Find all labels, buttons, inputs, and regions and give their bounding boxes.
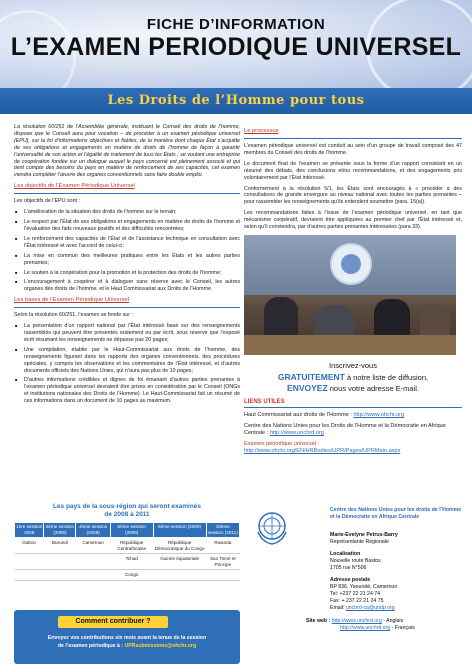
contribute-title: Comment contribuer ? (58, 616, 168, 628)
table-header-row (15, 523, 240, 538)
left-column (14, 124, 240, 408)
divider (14, 307, 240, 308)
divider (244, 138, 462, 139)
objectifs-lead: Les objectifs de l’EPU sont : (14, 198, 80, 205)
table-header: 2ème session (2008) (44, 523, 76, 538)
page-title: L’EXAMEN PERIODIQUE UNIVERSEL (10, 33, 462, 61)
processus-paragraph: Le document final de l’examen se présente sous la forme d’un rapport consistant en un résumé des débats, des conclusions et/ou recommandations, et des engagements pris volontairement par l’État intéressé. (244, 160, 462, 181)
table-cell: République Centrafricaine (110, 538, 153, 554)
table-row (15, 570, 240, 581)
contribute-text: Envoyez vos contributions six mois avant la tenue de la session de l’examen périodique à : UPRsubmissions@ohchr.org (47, 635, 207, 649)
website-link[interactable]: http://www.unchrd.org (331, 618, 382, 624)
list-item: ■ Le renforcement des capacités de l’État et de l’assistance technique en consultation avec l’État intéressé et avec l’accord de celui-ci; (24, 236, 240, 250)
table-cell: Congo (110, 570, 153, 581)
list-item: ■ La présentation d’un rapport national par l’État intéressé basé sur des renseignements rassemblés qui peuvent être présentés oralement ou par écrit, sous réserve que l’exposé écrit résumant les renseignements ne dépasse pas 20 pages; (24, 323, 240, 344)
contact-location-title: Localisation (330, 551, 361, 557)
sessions-table (14, 522, 240, 581)
table-row (15, 538, 240, 554)
table-cell (44, 570, 76, 581)
table-cell: Cameroun (76, 538, 111, 554)
contact-location-line: Nouvelle route Bastos (330, 558, 381, 564)
section-title-processus: Le processus (244, 128, 279, 134)
intro-paragraph: La résolution 60/251 de l’Assemblée générale, instituant le Conseil des droits de l’homme, dispose que le Conseil aura pour vocation – de procéder à un examen périodique universel (EPU), sur la foi d’informations objectives et fiables, de la manière dont chaque État s’acquitte de ses obligations et engagements en matière de droits de l’homme de façon à garantir l’universalité de son action et l’égalité de traitement de tous les États ; se voulant une entreprise de coopération fondée sur un dialogue auquel le pays concerné est pleinement associé et qui tient compte des besoins du pays en matière de renforcement de ses capacités, cet examen viendra compléter l’œuvre des organes conventionnels sans faire double emploi. (14, 124, 240, 179)
contact-address-line: BP 836, Yaoundé, Cameroun (330, 584, 398, 590)
contact-website: Site web : http://www.unchrd.org - Anglais (306, 618, 404, 624)
header-subtitle: FICHE D’INFORMATION (146, 16, 326, 33)
contact-email-link[interactable]: unchrd-ca@undp.org (345, 605, 395, 611)
link-url[interactable]: http://www.ohchr.org/EN/HRBodies/UPR/Pages/UPRMain.aspx (244, 447, 401, 454)
table-cell: Gabon (15, 538, 44, 554)
links-box (244, 407, 462, 455)
table-cell: Sao Tomé et Principe (206, 554, 239, 570)
list-item: ■ Le soutien à la coopération pour la promotion et la protection des droits de l’homme; (24, 270, 240, 277)
table-header: 6ème session (2009) (153, 523, 206, 538)
contact-tel: Tel: +237 22 21 24 74 (330, 591, 381, 597)
table-header: 1ère session 2008 (15, 523, 44, 538)
un-logo-icon (252, 508, 292, 548)
contact-location-line: 1705 rue N°506 (330, 565, 367, 571)
table-cell (76, 570, 111, 581)
table-cell (153, 570, 206, 581)
council-session-photo (244, 235, 456, 355)
objectifs-list (14, 209, 240, 293)
list-item: ■ La mise en commun des meilleures pratiques entre les États et les autres parties prenantes; (24, 253, 240, 267)
table-header: 10ème session (2011) (206, 523, 239, 538)
signup-line3: ENVOYEZ nous votre adresse E-mail. (287, 382, 419, 393)
table-cell (44, 554, 76, 570)
signup-line2: GRATUITEMENT à notre liste de diffusion, (277, 371, 429, 382)
subregion-title: Les pays de la sous-région qui seront examinés de 2008 à 2011 (52, 503, 202, 518)
table-cell: Burundi (44, 538, 76, 554)
bases-lead: Selon la résolution 60/251, l’examen se fonde sur : (14, 312, 133, 319)
link-url[interactable]: http://www.ohchr.org (353, 411, 405, 418)
list-item: ■ D’autres informations crédibles et dignes de foi émanant d’autres parties prenantes à l’examen périodique universel devraient être prises en considération par le Conseil (ONGs et institutions nationales des Droits de l’Homme). Le Haut-Commissariat fait un résumé de ces informations dans un document de 10 pages au maximum. (24, 377, 240, 405)
list-item: ■ Une compilation, établie par le Haut-Commissariat aux droits de l’homme, des renseignements figurant dans les rapports des organes conventionnels, des procédures spéciales, y compris les observations et les commentaires de l’État intéressé, et d’autres documents officiels des Nations Unies, qui n’aura pas plus de 10 pages; (24, 347, 240, 375)
divider (14, 193, 240, 194)
list-item: ■ L’encouragement à coopérer et à dialoguer sans réserve avec le Conseil, les autres organes des droits de l’homme, et le Haut Commissariat aux Droits de l’Homme. (24, 279, 240, 293)
contact-fax: Fax: + 237 22 21 24 75 (330, 598, 384, 604)
website-link[interactable]: http://www.unchrd.org (340, 625, 391, 631)
link-url[interactable]: http://www.unchrd.org (269, 429, 324, 436)
table-cell (206, 570, 239, 581)
table-cell: Guinée équatoriale (153, 554, 206, 570)
contact-address-title: Adresse postale (330, 577, 371, 583)
link-unchrd: Centre des Nations Unies pour les Droits de l’Homme et la Démocratie en Afrique Centrale : http://www.unchrd.org (244, 422, 446, 436)
section-title-bases: Les bases de l’Examen Périodique Universel (14, 297, 130, 304)
table-row (15, 554, 240, 570)
processus-paragraph: Conformément à la résolution 5/1, les États sont encouragés à « procéder à des consultations de grande envergure au niveau national avec toutes les parties prenantes – pour rassembler les renseignements qu’ils entendent soumettre (para. 15(a)). (244, 185, 462, 206)
links-title: LIENS UTILES (244, 398, 285, 405)
table-cell: Rwanda (206, 538, 239, 554)
section-title-objectifs: Les objectifs de l’Examen Périodique Universel (14, 183, 135, 190)
table-cell: République Démocratique du Congo (153, 538, 206, 554)
link-upr: Examen périodique universel : http://www.ohchr.org/EN/HRBodies/UPR/Pages/UPRMain.aspx (244, 440, 401, 454)
processus-paragraph: Les recommandations faites à l’issue de l’examen périodique universel, en tant que mécanisme coopératif, devraient être appliquées au premier chef par l’État intéressé et, selon qu’il conviendra, par d’autres parties prenantes intéressées (para 33). (244, 210, 462, 231)
un-emblem-icon (330, 243, 372, 285)
signup-line1: Inscrivez-vous (329, 360, 377, 370)
table-cell (76, 554, 111, 570)
right-column (244, 124, 462, 459)
list-item: ■ Le respect par l’État de ses obligations et engagements en matière de droits de l’homme et l’évaluation des faits nouveaux positifs et des difficultés rencontrées; (24, 219, 240, 233)
table-cell: Tchad (110, 554, 153, 570)
table-cell (15, 554, 44, 570)
table-header: 4ème session (2009) (76, 523, 111, 538)
contact-website: http://www.unchrd.org - Français (340, 625, 415, 631)
contribute-email-link[interactable]: UPRsubmissions@ohchr.org (124, 643, 197, 649)
list-item: ■ L’amélioration de la situation des droits de l’homme sur le terrain; (24, 209, 240, 216)
table-header: 5ème session (2009) (110, 523, 153, 538)
contact-role: Représentante Régionale (330, 539, 389, 545)
slogan-text: Les Droits de l’Homme pour tous (107, 93, 365, 108)
contact-name: Marie-Evelyne Petrus-Barry (330, 532, 398, 538)
contact-org: Centre des Nations Unies pour les droits de l’Homme et la Démocratie en Afrique Centrale (330, 507, 462, 520)
bases-list (14, 323, 240, 405)
contact-email: Email: unchrd-ca@undp.org (330, 605, 395, 611)
link-ohchr: Haut Commissariat aux droits de l’Homme : http://www.ohchr.org (244, 411, 405, 418)
processus-paragraph: L’examen périodique universel est conduit au sein d’un groupe de travail composé des 47 membres du Conseil des droits de l’homme. (244, 143, 462, 156)
table-cell (15, 570, 44, 581)
